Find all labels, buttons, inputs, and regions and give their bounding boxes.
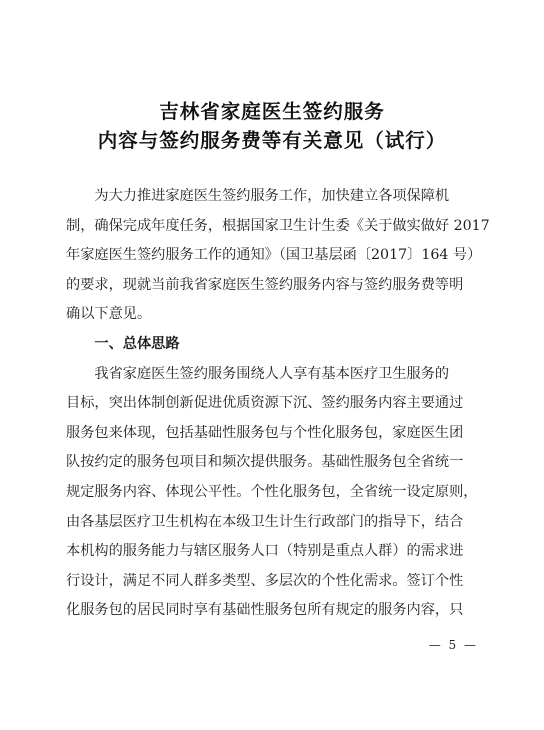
section-line: 规定服务内容、体现公平性。个性化服务包，全省统一设定原则， xyxy=(66,483,478,500)
document-title-line-2: 内容与签约服务费等有关意见（试行） xyxy=(97,129,447,152)
page-number: — 5 — xyxy=(428,638,478,652)
intro-line: 制，确保完成年度任务，根据国家卫生计生委《关于做实做好 2017 xyxy=(66,217,490,234)
section-line: 由各基层医疗卫生机构在本级卫生计生行政部门的指导下，结合 xyxy=(66,513,464,530)
section-line: 目标，突出体制创新促进优质资源下沉、签约服务内容主要通过 xyxy=(66,395,464,412)
section-line: 队按约定的服务包项目和频次提供服务。基础性服务包全省统一 xyxy=(66,454,464,471)
intro-line: 的要求，现就当前我省家庭医生签约服务内容与签约服务费等明 xyxy=(66,276,464,293)
section-line: 本机构的服务能力与辖区服务人口（特别是重点人群）的需求进 xyxy=(66,543,464,560)
intro-line: 确以下意见。 xyxy=(66,306,152,323)
document-title-line-1: 吉林省家庭医生签约服务 xyxy=(159,100,385,123)
section-line: 我省家庭医生签约服务围绕人人享有基本医疗卫生服务的 xyxy=(94,365,450,382)
section-heading: 一、总体思路 xyxy=(94,335,180,352)
section-line: 行设计，满足不同人群多类型、多层次的个性化需求。签订个性 xyxy=(66,572,464,589)
intro-line: 年家庭医生签约服务工作的通知》（国卫基层函〔2017〕164 号） xyxy=(66,247,482,264)
section-line: 化服务包的居民同时享有基础性服务包所有规定的服务内容，只 xyxy=(66,602,464,619)
section-line: 服务包来体现，包括基础性服务包与个性化服务包，家庭医生团 xyxy=(66,424,464,441)
document-body xyxy=(66,182,490,626)
intro-line: 为大力推进家庭医生签约服务工作，加快建立各项保障机 xyxy=(94,188,450,204)
